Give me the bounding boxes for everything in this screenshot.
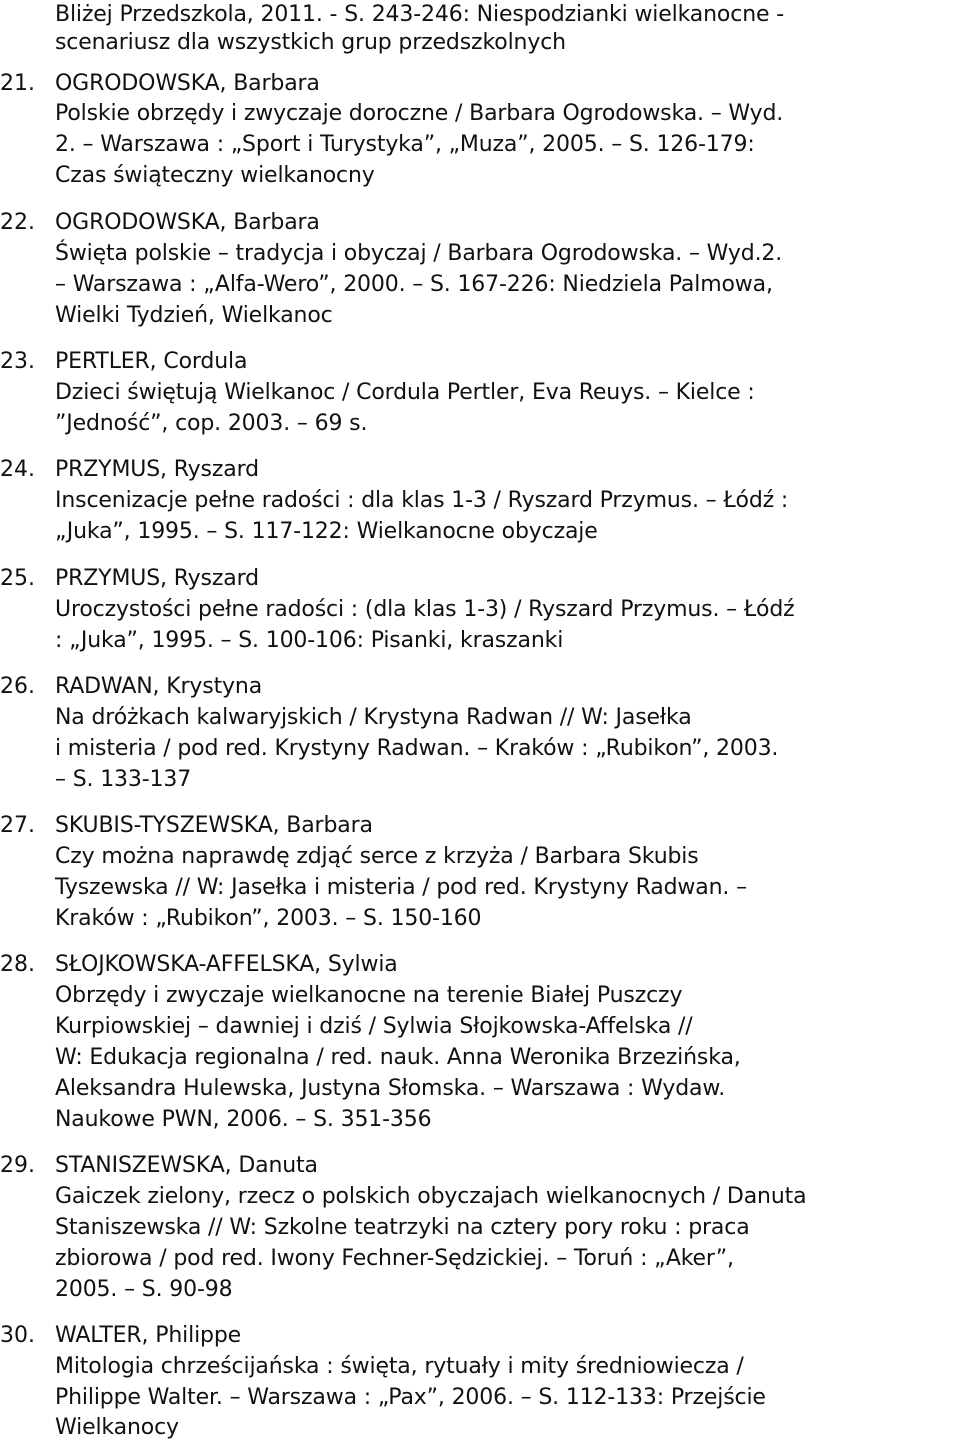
continuation-line: Bliżej Przedszkola, 2011. - S. 243-246: Niespodzianki wielkanocne - [55, 2, 785, 27]
entry-number: 23. [0, 349, 35, 374]
entry-line: Wielkanocy [55, 1415, 179, 1440]
entry-line: Kraków : „Rubikon”, 2003. – S. 150-160 [55, 906, 482, 931]
entry-author: PRZYMUS, Ryszard [55, 457, 259, 482]
entry-line: zbiorowa / pod red. Iwony Fechner-Sędzickiej. – Toruń : „Aker”, [55, 1246, 734, 1271]
entry-number: 22. [0, 210, 35, 235]
entry-line: – Warszawa : „Alfa-Wero”, 2000. – S. 167-226: Niedziela Palmowa, [55, 272, 773, 297]
entry-line: W: Edukacja regionalna / red. nauk. Anna Weronika Brzezińska, [55, 1045, 741, 1070]
entry-author: SŁOJKOWSKA-AFFELSKA, Sylwia [55, 952, 398, 977]
entry-line: Inscenizacje pełne radości : dla klas 1-3 / Ryszard Przymus. – Łódź : [55, 488, 789, 513]
entry-number: 26. [0, 674, 35, 699]
entry-line: Naukowe PWN, 2006. – S. 351-356 [55, 1107, 432, 1132]
entry-line: 2005. – S. 90-98 [55, 1277, 233, 1302]
entry-line: Polskie obrzędy i zwyczaje doroczne / Barbara Ogrodowska. – Wyd. [55, 101, 784, 126]
entry-author: OGRODOWSKA, Barbara [55, 210, 320, 235]
entry-line: „Juka”, 1995. – S. 117-122: Wielkanocne obyczaje [55, 519, 598, 544]
entry-number: 28. [0, 952, 35, 977]
entry-line: Dzieci świętują Wielkanoc / Cordula Pertler, Eva Reuys. – Kielce : [55, 380, 755, 405]
entry-line: Kurpiowskiej – dawniej i dziś / Sylwia Słojkowska-Affelska // [55, 1014, 693, 1039]
entry-line: Obrzędy i zwyczaje wielkanocne na terenie Białej Puszczy [55, 983, 683, 1008]
entry-line: Święta polskie – tradycja i obyczaj / Barbara Ogrodowska. – Wyd.2. [55, 241, 783, 266]
entry-line: Aleksandra Hulewska, Justyna Słomska. – Warszawa : Wydaw. [55, 1076, 726, 1101]
entry-author: PERTLER, Cordula [55, 349, 248, 374]
entry-line: Staniszewska // W: Szkolne teatrzyki na cztery pory roku : praca [55, 1215, 750, 1240]
entry-number: 25. [0, 566, 35, 591]
entry-line: Philippe Walter. – Warszawa : „Pax”, 2006. – S. 112-133: Przejście [55, 1385, 766, 1410]
entry-line: i misteria / pod red. Krystyny Radwan. – Kraków : „Rubikon”, 2003. [55, 736, 779, 761]
entry-line: : „Juka”, 1995. – S. 100-106: Pisanki, kraszanki [55, 628, 564, 653]
entry-line: Czy można naprawdę zdjąć serce z krzyża / Barbara Skubis [55, 844, 699, 869]
entry-line: ”Jedność”, cop. 2003. – 69 s. [55, 411, 368, 436]
entry-line: Czas świąteczny wielkanocny [55, 163, 375, 188]
entry-line: Mitologia chrześcijańska : święta, rytuały i mity średniowiecza / [55, 1354, 744, 1379]
entry-author: RADWAN, Krystyna [55, 674, 263, 699]
entry-author: OGRODOWSKA, Barbara [55, 71, 320, 96]
entry-line: Na dróżkach kalwaryjskich / Krystyna Radwan // W: Jasełka [55, 705, 692, 730]
entry-number: 27. [0, 813, 35, 838]
entry-author: STANISZEWSKA, Danuta [55, 1153, 318, 1178]
entry-author: WALTER, Philippe [55, 1323, 242, 1348]
entry-line: Tyszewska // W: Jasełka i misteria / pod red. Krystyny Radwan. – [55, 875, 747, 900]
entry-author: PRZYMUS, Ryszard [55, 566, 259, 591]
entry-number: 21. [0, 71, 35, 96]
entry-line: – S. 133-137 [55, 767, 192, 792]
entry-line: 2. – Warszawa : „Sport i Turystyka”, „Muza”, 2005. – S. 126-179: [55, 132, 755, 157]
entry-line: Gaiczek zielony, rzecz o polskich obyczajach wielkanocnych / Danuta [55, 1184, 807, 1209]
continuation-line: scenariusz dla wszystkich grup przedszkolnych [55, 30, 566, 55]
entry-number: 30. [0, 1323, 35, 1348]
entry-author: SKUBIS-TYSZEWSKA, Barbara [55, 813, 373, 838]
entry-line: Uroczystości pełne radości : (dla klas 1-3) / Ryszard Przymus. – Łódź [55, 597, 795, 622]
entry-line: Wielki Tydzień, Wielkanoc [55, 303, 333, 328]
entry-number: 24. [0, 457, 35, 482]
entry-number: 29. [0, 1153, 35, 1178]
